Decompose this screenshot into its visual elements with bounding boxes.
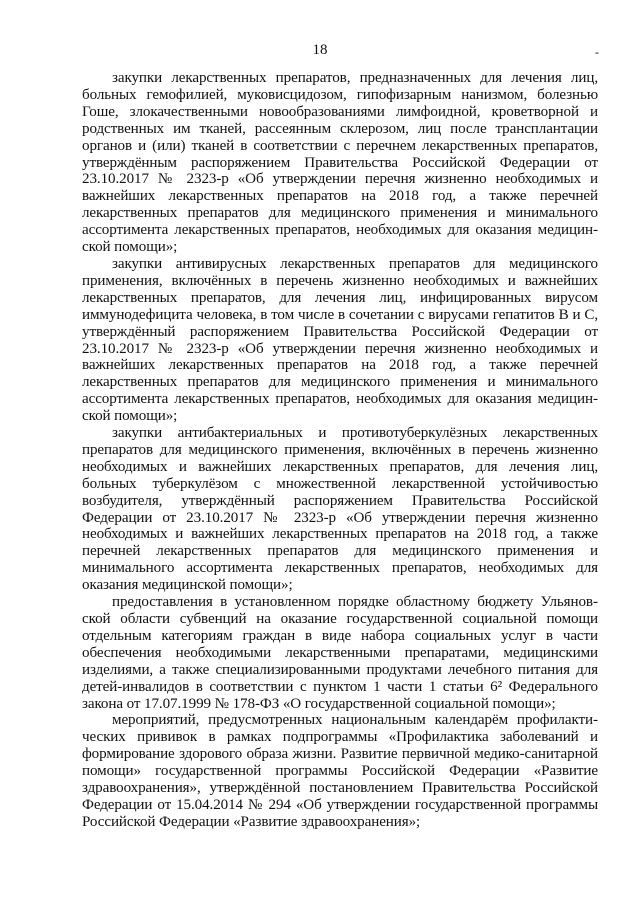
paragraph-antitumor-purchases: закупки лекарственных препаратов, предназначенных для лечения лиц, больных гемофилией, муковисцидозом, гипофизарным нанизмом, болезнью Гоше, злокачественными новообразованиями лимфоидной, кроветворной и родственных им тканей, рассеянным склерозом, лиц после трансплантации органов и (или) тканей в соответствии с перечнем лекарственных препаратов, утверждённым распоряжением Правительства Российской Федерации от 23.10.2017 № 2323-р «Об утверждении перечня жизненно необходимых и важнейших лекарственных препаратов на 2018 год, а также перечней лекарственных препаратов для медицинского применения и минимального ассортимента лекарственных препаратов, необходимых для оказания медицинской помощи»; [82,70,598,256]
paragraph-antiviral-purchases: закупки антивирусных лекарственных препаратов для медицинского применения, включённых в перечень жизненно необходимых и важнейших лекарственных препаратов, для лечения лиц, инфицированных вирусом иммунодефицита человека, в том числе в сочетании с вирусами гепатитов В и С, утверждённый распоряжением Правительства Российской Федерации от 23.10.2017 № 2323-р «Об утверждении перечня жизненно необходимых и важнейших лекарственных препаратов на 2018 год, а также перечней лекарственных препаратов для медицинского применения и минимального ассортимента лекарственных препаратов, необходимых для оказания медицинской помощи»; [82,255,598,425]
page-number: 18 [312,42,328,58]
paragraph-antibacterial-purchases: закупки антибактериальных и противотуберкулёзных лекарственных препаратов для медицинского применения, включённых в перечень жизненно необходимых и важнейших лекарственных препаратов, для лечения лиц, больных туберкулёзом с множественной лекарственной устойчивостью возбудителя, утверждённый распоряжением Правительства Российской Федерации от 23.10.2017 № 2323-р «Об утверждении перечня жизненно необходимых и важнейших лекарственных препаратов на 2018 год, а также перечней лекарственных препаратов для медицинского применения и минимального ассортимента лекарственных препаратов, необходимых для оказания медицинской помощи»; [82,425,598,594]
document-body [82,70,598,831]
paragraph-vaccination-measures: мероприятий, предусмотренных национальным календарём профилактических прививок в рамках подпрограммы «Профилактика заболеваний и формирование здорового образа жизни. Развитие первичной медико-санитарной помощи» государственной программы Российской Федерации «Развитие здравоохранения», утверждённой постановлением Правительства Российской Федерации от 15.04.2014 № 294 «Об утверждении государственной программы Российской Федерации «Развитие здравоохранения»; [82,712,598,830]
corner-mark: - [595,45,599,59]
paragraph-subventions: предоставления в установленном порядке областному бюджету Ульяновской области субвенций на оказание государственной социальной помощи отдельным категориям граждан в виде набора социальных услуг в части обеспечения необходимыми лекарственными препаратами, медицинскими изделиями, а также специализированными продуктами лечебного питания для детей-инвалидов в соответствии с пунктом 1 части 1 статьи 6² Федерального закона от 17.07.1999 № 178-ФЗ «О государственной социальной помощи»; [82,594,598,712]
